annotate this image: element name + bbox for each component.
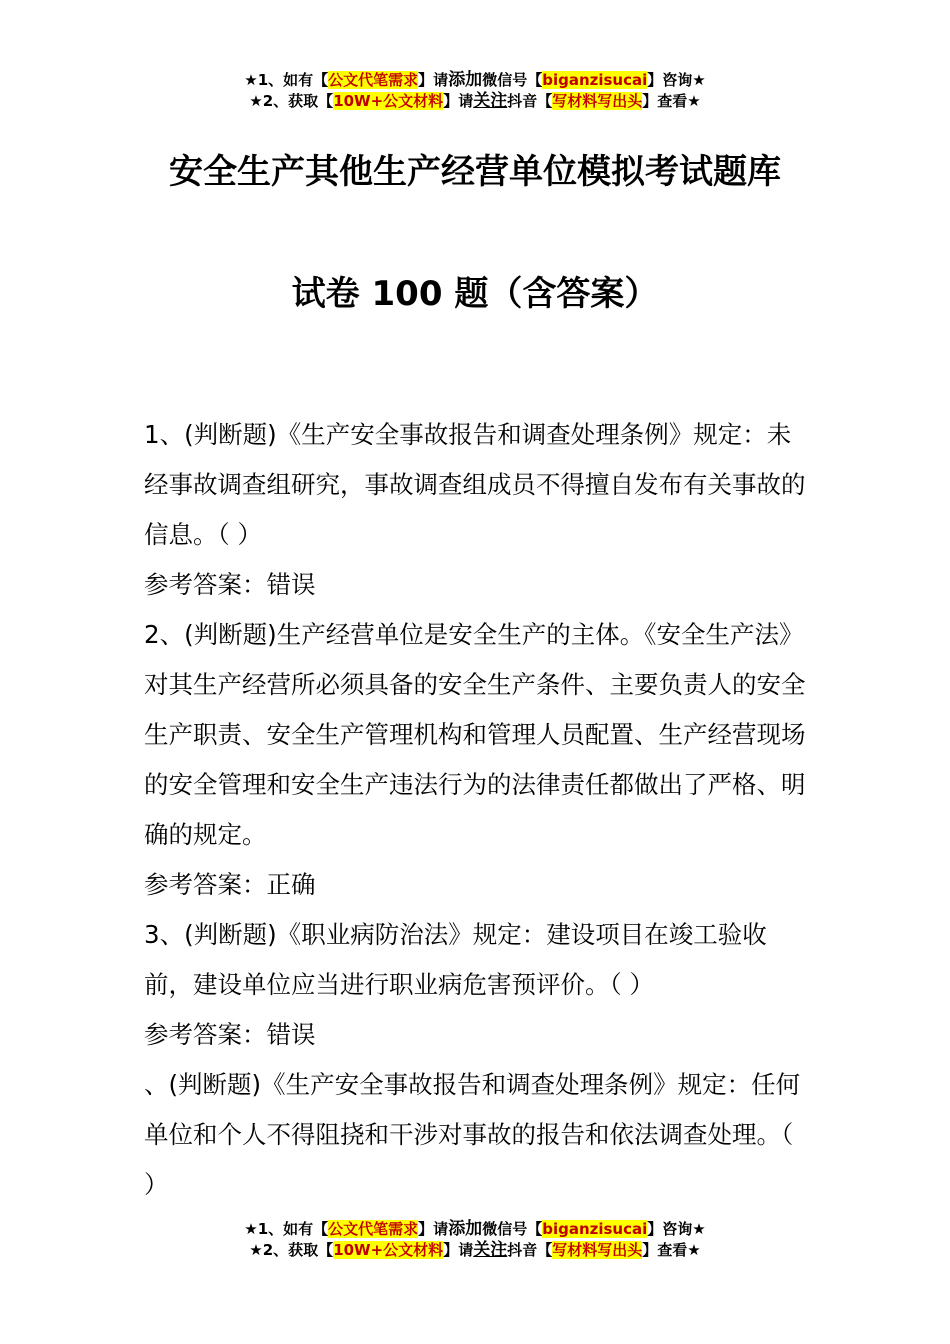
promo-text: 添加 <box>448 1219 483 1239</box>
promo-text: 】请 <box>418 71 449 89</box>
wechat-id-highlight: biganzisucai <box>542 71 648 89</box>
answer-text: 参考答案：正确 <box>144 870 316 899</box>
question-text: 3、(判断题)《职业病防治法》规定：建设项目在竣工验收前，建设单位应当进行职业病危害预评价。（ ） <box>144 920 767 999</box>
promo-text: 微信号【 <box>482 1220 543 1238</box>
question-text: 、(判断题)《生产安全事故报告和调查处理条例》规定：任何单位和个人不得阻挠和干涉对事故的报告和依法调查处理。（ ） <box>144 1070 801 1199</box>
promo-text: ★2、获取【 <box>249 1241 334 1259</box>
promo-text: 关注 <box>473 1240 508 1260</box>
question-text: 1、(判断题)《生产安全事故报告和调查处理条例》规定：未经事故调查组研究，事故调查组成员不得擅自发布有关事故的信息。（ ） <box>144 420 806 549</box>
promo-text: 关注 <box>473 91 508 111</box>
promo-text: 】请 <box>443 1241 474 1259</box>
promo-highlight: 公文代笔需求 <box>328 71 419 89</box>
promo-text: 微信号【 <box>482 71 543 89</box>
douyin-id-highlight: 写材料写出头 <box>552 92 643 110</box>
document-title: 安全生产其他生产经营单位模拟考试题库 <box>169 152 781 192</box>
wechat-id-highlight: biganzisucai <box>542 1220 648 1238</box>
promo-line-2 <box>0 1240 950 1261</box>
question-text: 2、(判断题)生产经营单位是安全生产的主体。《安全生产法》对其生产经营所必须具备的安全生产条件、主要负责人的安全生产职责、安全生产管理机构和管理人员配置、生产经营现场的安全管理和安全生产违法行为的法律责任都做出了严格、明确的规定。 <box>144 620 806 849</box>
promo-text: 添加 <box>448 70 483 90</box>
answer-text: 参考答案：错误 <box>144 1020 316 1049</box>
promo-text: 】请 <box>418 1220 449 1238</box>
question-list <box>144 410 810 1210</box>
promo-text: 】咨询★ <box>647 71 706 89</box>
promo-highlight: 10W+公文材料 <box>333 92 444 110</box>
promo-text: 】查看★ <box>642 1241 701 1259</box>
promo-highlight: 公文代笔需求 <box>328 1220 419 1238</box>
promo-text: 】咨询★ <box>647 1220 706 1238</box>
promo-text: 】查看★ <box>642 92 701 110</box>
promo-line-1 <box>0 1219 950 1240</box>
promo-text: ★2、获取【 <box>249 92 334 110</box>
promo-text: 抖音【 <box>507 1241 553 1259</box>
promo-text: 】请 <box>443 92 474 110</box>
promo-text: ★1、如有【 <box>244 71 329 89</box>
document-subtitle: 试卷 100 题（含答案） <box>291 274 659 314</box>
douyin-id-highlight: 写材料写出头 <box>552 1241 643 1259</box>
promo-highlight: 10W+公文材料 <box>333 1241 444 1259</box>
promo-text: ★1、如有【 <box>244 1220 329 1238</box>
promo-line-2 <box>0 91 950 112</box>
promo-line-1 <box>0 70 950 91</box>
promo-header <box>0 70 950 112</box>
promo-text: 抖音【 <box>507 92 553 110</box>
answer-text: 参考答案：错误 <box>144 570 316 599</box>
promo-footer <box>0 1219 950 1261</box>
